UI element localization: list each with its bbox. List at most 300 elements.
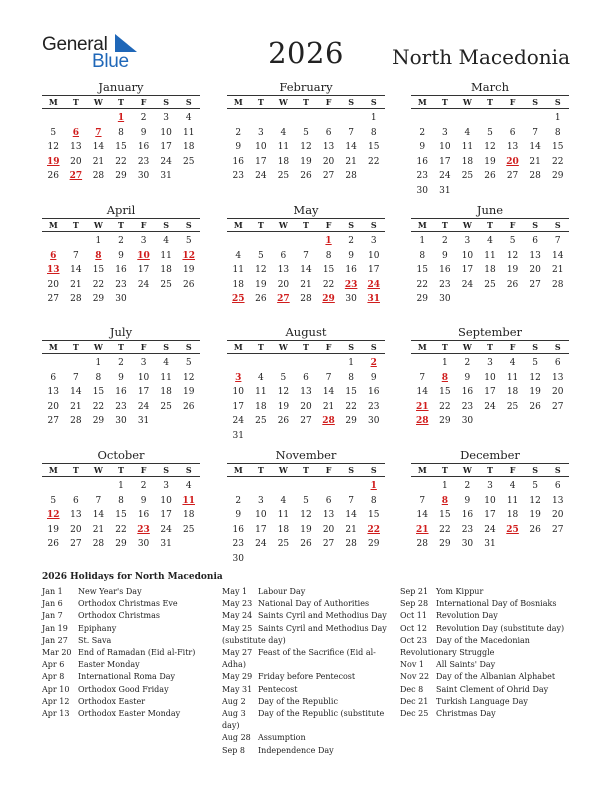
weekday-label: M xyxy=(417,465,427,475)
weekday-header xyxy=(42,218,200,232)
empty-cell xyxy=(272,356,295,371)
day-cell: 20 xyxy=(47,401,59,412)
weekday-label: T xyxy=(441,220,448,230)
day-cell: 13 xyxy=(322,142,335,153)
day-cell: 17 xyxy=(439,156,451,167)
empty-cell xyxy=(65,111,88,126)
day-cell: 2 xyxy=(235,495,242,506)
day-cell: 17 xyxy=(484,387,496,398)
month-january xyxy=(42,80,200,184)
weekday-label: T xyxy=(487,465,493,475)
day-cell: 3 xyxy=(140,358,147,368)
day-cell: 29 xyxy=(367,539,380,550)
day-cell: 19 xyxy=(300,524,312,535)
holiday-name: Orthodox Easter xyxy=(78,696,146,706)
weekday-header xyxy=(42,340,200,354)
weekday-label: W xyxy=(462,220,472,230)
day-cell: 14 xyxy=(529,142,541,153)
holiday-name: Day of the Republic (substitute xyxy=(258,709,385,719)
weekday-label: F xyxy=(509,97,516,107)
day-cell: 16 xyxy=(461,510,474,521)
day-cell: 9 xyxy=(235,142,242,153)
day-cell: 9 xyxy=(419,142,426,153)
day-cell: 16 xyxy=(439,265,451,276)
day-cell: 1 xyxy=(441,481,448,491)
holiday-name: Orthodox Easter Monday xyxy=(78,709,181,719)
day-cell: 24 xyxy=(484,401,496,412)
weekday-header xyxy=(411,218,569,232)
weekday-label: S xyxy=(185,97,192,107)
day-cell: 12 xyxy=(529,495,541,506)
day-cell: 13 xyxy=(70,510,82,521)
day-cell: 8 xyxy=(419,250,426,261)
weekday-label: S xyxy=(532,97,539,107)
weekday-label: F xyxy=(325,342,332,352)
day-cell: 29 xyxy=(439,539,451,550)
weekday-label: T xyxy=(303,220,309,230)
day-cell: 13 xyxy=(70,142,82,153)
brand-name-line2: Blue xyxy=(92,51,129,72)
day-cell: 30 xyxy=(137,171,150,182)
day-cell: 17 xyxy=(137,265,150,276)
day-cell: 5 xyxy=(303,127,309,138)
weekday-header xyxy=(227,463,385,477)
day-cell: 15 xyxy=(416,265,428,276)
holiday-name: Orthodox Christmas xyxy=(78,611,160,621)
day-grid xyxy=(411,354,569,429)
day-cell: 25 xyxy=(506,401,519,412)
day-cell: 2 xyxy=(419,127,426,138)
day-cell: 16 xyxy=(345,265,357,276)
weekday-label: W xyxy=(462,465,472,475)
day-cell: 15 xyxy=(115,510,127,521)
day-cell: 22 xyxy=(115,524,127,535)
weekday-label: F xyxy=(509,342,516,352)
holiday-row xyxy=(42,635,195,647)
brand-name-line1: General xyxy=(42,34,108,55)
holiday-date: Apr 13 xyxy=(42,709,70,719)
empty-cell xyxy=(227,479,250,494)
holiday-day-cell: 23 xyxy=(344,279,358,290)
day-cell: 22 xyxy=(439,524,451,535)
holiday-day-cell: 8 xyxy=(95,250,102,261)
holiday-name: Independence Day xyxy=(258,745,334,755)
weekday-label: W xyxy=(93,97,103,107)
day-cell: 31 xyxy=(160,539,172,550)
holiday-date: May 31 xyxy=(222,684,253,694)
day-cell: 29 xyxy=(551,171,564,182)
day-cell: 9 xyxy=(464,372,471,383)
day-cell: 22 xyxy=(115,156,127,167)
month-name: October xyxy=(97,448,145,462)
empty-cell xyxy=(65,234,88,249)
day-cell: 18 xyxy=(277,524,290,535)
day-grid xyxy=(411,109,569,199)
weekday-label: T xyxy=(257,342,264,352)
day-cell: 7 xyxy=(72,372,79,383)
weekday-label: S xyxy=(348,220,355,230)
day-cell: 25 xyxy=(182,156,195,167)
weekday-label: T xyxy=(72,465,79,475)
weekday-label: T xyxy=(118,342,124,352)
holiday-row xyxy=(222,708,387,720)
month-november xyxy=(227,448,385,567)
weekday-label: S xyxy=(348,342,355,352)
weekday-label: T xyxy=(72,220,79,230)
holiday-date: Sep 28 xyxy=(400,599,429,609)
empty-cell xyxy=(227,234,250,249)
holiday-row xyxy=(42,708,195,720)
holiday-date: Nov 1 xyxy=(400,660,424,670)
holiday-name: Turkish Language Day xyxy=(436,696,528,706)
holiday-column xyxy=(42,586,195,720)
day-cell: 30 xyxy=(345,294,357,305)
holiday-name: Orthodox Christmas Eve xyxy=(78,599,178,609)
holiday-name: Easter Monday xyxy=(78,660,140,670)
day-cell: 4 xyxy=(163,358,169,368)
day-cell: 10 xyxy=(367,250,380,261)
day-cell: 3 xyxy=(464,236,471,246)
weekday-label: W xyxy=(278,220,288,230)
day-cell: 15 xyxy=(345,387,357,398)
day-cell: 11 xyxy=(255,387,267,398)
holiday-row xyxy=(42,671,195,683)
day-cell: 29 xyxy=(439,416,451,427)
day-cell: 4 xyxy=(185,113,192,123)
day-cell: 31 xyxy=(484,539,496,550)
weekday-label: S xyxy=(370,342,377,352)
day-cell: 15 xyxy=(322,265,335,276)
day-cell: 23 xyxy=(367,401,380,412)
day-cell: 29 xyxy=(92,294,105,305)
day-cell: 20 xyxy=(322,156,335,167)
holiday-date: Jan 19 xyxy=(42,623,68,633)
day-cell: 9 xyxy=(235,510,242,521)
day-cell: 26 xyxy=(277,416,290,427)
holiday-date: Dec 21 xyxy=(400,696,429,706)
weekday-label: F xyxy=(140,342,147,352)
weekday-header xyxy=(411,463,569,477)
day-cell: 31 xyxy=(137,416,150,427)
holiday-day-cell: 31 xyxy=(367,294,380,305)
day-cell: 17 xyxy=(232,401,244,412)
day-cell: 27 xyxy=(551,524,564,535)
day-cell: 1 xyxy=(118,481,124,491)
day-cell: 14 xyxy=(416,387,428,398)
day-cell: 2 xyxy=(235,127,242,138)
weekday-label: T xyxy=(303,97,309,107)
day-cell: 18 xyxy=(277,156,290,167)
day-cell: 25 xyxy=(277,171,290,182)
holiday-date: Jan 6 xyxy=(42,599,63,609)
weekday-header xyxy=(227,95,385,109)
day-cell: 20 xyxy=(322,524,335,535)
month-september xyxy=(411,325,569,429)
empty-cell xyxy=(65,479,88,494)
weekday-label: W xyxy=(93,220,103,230)
day-cell: 24 xyxy=(461,279,474,290)
day-cell: 9 xyxy=(118,250,124,261)
weekday-label: S xyxy=(370,465,377,475)
day-cell: 3 xyxy=(140,236,147,246)
weekday-label: S xyxy=(532,465,539,475)
weekday-label: M xyxy=(48,97,58,107)
day-cell: 22 xyxy=(551,156,564,167)
holiday-day-cell: 21 xyxy=(416,524,429,535)
day-cell: 9 xyxy=(140,495,147,506)
day-cell: 25 xyxy=(484,279,496,290)
day-grid xyxy=(42,232,200,307)
day-cell: 12 xyxy=(506,250,519,261)
day-cell: 2 xyxy=(441,236,448,246)
day-cell: 5 xyxy=(303,495,309,506)
day-cell: 26 xyxy=(300,171,312,182)
holiday-row xyxy=(42,696,195,708)
day-cell: 19 xyxy=(277,401,290,412)
day-cell: 8 xyxy=(370,495,377,506)
weekday-label: M xyxy=(233,342,243,352)
weekday-label: S xyxy=(348,97,355,107)
empty-cell xyxy=(227,111,250,126)
holiday-date: May 27 xyxy=(222,648,253,658)
empty-cell xyxy=(87,111,110,126)
day-cell: 16 xyxy=(115,265,127,276)
day-cell: 10 xyxy=(137,372,150,383)
day-cell: 3 xyxy=(487,358,493,368)
day-cell: 12 xyxy=(182,372,195,383)
weekday-header xyxy=(227,218,385,232)
day-cell: 24 xyxy=(439,171,451,182)
day-cell: 6 xyxy=(325,127,332,138)
day-cell: 23 xyxy=(115,401,127,412)
day-cell: 22 xyxy=(345,401,357,412)
weekday-label: W xyxy=(278,465,288,475)
day-cell: 29 xyxy=(92,416,105,427)
holiday-row xyxy=(222,610,387,622)
day-cell: 8 xyxy=(118,495,124,506)
day-cell: 15 xyxy=(439,510,451,521)
day-cell: 2 xyxy=(348,236,354,246)
day-cell: 21 xyxy=(92,156,105,167)
day-cell: 15 xyxy=(551,142,564,153)
day-cell: 23 xyxy=(232,539,244,550)
day-cell: 27 xyxy=(322,539,335,550)
day-cell: 11 xyxy=(461,142,474,153)
day-cell: 10 xyxy=(255,142,267,153)
day-cell: 1 xyxy=(95,358,102,368)
holiday-day-cell: 28 xyxy=(416,416,429,427)
empty-cell xyxy=(65,356,88,371)
day-cell: 19 xyxy=(255,279,267,290)
day-cell: 13 xyxy=(322,510,335,521)
day-cell: 21 xyxy=(300,279,312,290)
weekday-label: W xyxy=(278,342,288,352)
day-cell: 9 xyxy=(118,372,124,383)
holiday-row xyxy=(400,684,564,696)
holiday-day-cell: 1 xyxy=(370,481,377,491)
day-grid xyxy=(227,477,385,567)
day-cell: 12 xyxy=(277,387,290,398)
day-cell: 11 xyxy=(182,127,195,138)
weekday-label: M xyxy=(48,465,58,475)
holiday-date: Aug 28 xyxy=(222,733,251,743)
holiday-name: Saint Clement of Ohrid Day xyxy=(436,684,549,694)
holiday-row xyxy=(42,623,195,635)
day-cell: 19 xyxy=(182,387,195,398)
day-cell: 7 xyxy=(303,250,309,261)
holiday-name: Day of the Republic xyxy=(258,696,338,706)
day-cell: 21 xyxy=(345,156,357,167)
day-cell: 19 xyxy=(47,524,59,535)
day-cell: 30 xyxy=(461,539,474,550)
day-cell: 19 xyxy=(300,156,312,167)
weekday-label: T xyxy=(441,97,448,107)
day-cell: 6 xyxy=(303,372,309,383)
empty-cell xyxy=(227,356,250,371)
day-cell: 2 xyxy=(140,113,147,123)
day-cell: 26 xyxy=(300,539,312,550)
day-cell: 17 xyxy=(160,142,172,153)
day-cell: 8 xyxy=(325,250,332,261)
day-cell: 23 xyxy=(461,401,474,412)
day-cell: 16 xyxy=(416,156,428,167)
weekday-label: W xyxy=(462,342,472,352)
day-cell: 27 xyxy=(300,416,312,427)
day-cell: 22 xyxy=(92,401,105,412)
day-cell: 13 xyxy=(506,142,519,153)
holiday-column xyxy=(400,586,564,720)
day-cell: 29 xyxy=(345,416,357,427)
day-cell: 7 xyxy=(348,127,354,138)
holiday-day-cell: 1 xyxy=(325,236,332,246)
weekday-label: M xyxy=(233,97,243,107)
day-cell: 26 xyxy=(47,171,59,182)
day-cell: 13 xyxy=(529,250,541,261)
day-cell: 11 xyxy=(277,142,290,153)
empty-cell xyxy=(340,479,363,494)
day-cell: 8 xyxy=(118,127,124,138)
day-cell: 25 xyxy=(160,401,172,412)
holiday-day-cell: 27 xyxy=(69,171,83,182)
day-cell: 26 xyxy=(182,279,195,290)
holiday-row xyxy=(222,696,387,708)
empty-cell xyxy=(501,111,524,126)
day-cell: 16 xyxy=(461,387,474,398)
month-april xyxy=(42,203,200,307)
day-cell: 21 xyxy=(345,524,357,535)
day-cell: 27 xyxy=(47,294,59,305)
month-july xyxy=(42,325,200,429)
day-cell: 22 xyxy=(367,156,380,167)
holiday-day-cell: 3 xyxy=(235,372,242,383)
day-cell: 20 xyxy=(300,401,312,412)
day-cell: 18 xyxy=(182,142,195,153)
day-cell: 28 xyxy=(70,294,82,305)
day-cell: 10 xyxy=(232,387,244,398)
day-cell: 24 xyxy=(160,524,172,535)
day-cell: 15 xyxy=(439,387,451,398)
weekday-label: F xyxy=(140,465,147,475)
weekday-label: T xyxy=(441,342,448,352)
day-cell: 8 xyxy=(370,127,377,138)
empty-cell xyxy=(250,234,273,249)
weekday-label: T xyxy=(118,220,124,230)
holiday-name: Day of the Macedonian xyxy=(436,635,530,645)
day-cell: 1 xyxy=(348,358,354,368)
day-cell: 18 xyxy=(461,156,474,167)
holiday-name: International Day of Bosniaks xyxy=(436,599,557,609)
holidays-title: 2026 Holidays for North Macedonia xyxy=(42,572,223,582)
day-cell: 24 xyxy=(484,524,496,535)
weekday-label: T xyxy=(487,220,493,230)
holiday-name: Pentecost xyxy=(258,684,298,694)
day-cell: 16 xyxy=(232,524,244,535)
day-cell: 18 xyxy=(160,265,172,276)
day-cell: 4 xyxy=(509,481,516,491)
day-cell: 27 xyxy=(70,539,82,550)
day-cell: 11 xyxy=(277,510,290,521)
holiday-name: St. Sava xyxy=(78,635,112,645)
day-cell: 1 xyxy=(554,113,561,123)
day-cell: 12 xyxy=(300,142,312,153)
holiday-row xyxy=(222,684,387,696)
weekday-label: S xyxy=(554,97,561,107)
holiday-date: Jan 1 xyxy=(42,587,63,596)
day-cell: 4 xyxy=(464,127,471,138)
day-cell: 26 xyxy=(255,294,267,305)
day-cell: 16 xyxy=(115,387,127,398)
day-cell: 20 xyxy=(551,387,564,398)
day-cell: 4 xyxy=(487,236,493,246)
day-grid xyxy=(227,232,385,307)
day-cell: 19 xyxy=(506,265,519,276)
day-cell: 11 xyxy=(506,495,519,506)
day-cell: 2 xyxy=(140,481,147,491)
holiday-column xyxy=(222,586,387,757)
month-name: May xyxy=(293,203,319,217)
day-cell: 25 xyxy=(255,416,267,427)
day-cell: 4 xyxy=(280,495,287,506)
day-cell: 9 xyxy=(348,250,354,261)
day-cell: 19 xyxy=(182,265,195,276)
day-cell: 1 xyxy=(370,113,377,123)
day-grid xyxy=(227,354,385,444)
day-cell: 10 xyxy=(461,250,474,261)
holiday-date: Apr 12 xyxy=(42,696,70,706)
weekday-header xyxy=(411,340,569,354)
day-cell: 21 xyxy=(70,279,82,290)
day-cell: 12 xyxy=(484,142,496,153)
holiday-row xyxy=(42,659,195,671)
day-cell: 24 xyxy=(137,401,150,412)
day-cell: 26 xyxy=(529,401,541,412)
day-cell: 10 xyxy=(484,372,496,383)
day-cell: 26 xyxy=(47,539,59,550)
month-name: April xyxy=(106,203,136,217)
weekday-label: T xyxy=(487,342,493,352)
day-cell: 16 xyxy=(137,510,150,521)
holiday-day-cell: 8 xyxy=(441,495,448,506)
day-cell: 13 xyxy=(47,387,59,398)
day-cell: 24 xyxy=(255,171,267,182)
holiday-day-cell: 10 xyxy=(137,250,150,261)
day-cell: 11 xyxy=(232,265,244,276)
weekday-label: S xyxy=(554,342,561,352)
day-cell: 26 xyxy=(182,401,195,412)
month-name: November xyxy=(275,448,337,462)
holiday-day-cell: 25 xyxy=(506,524,519,535)
day-grid xyxy=(411,232,569,307)
